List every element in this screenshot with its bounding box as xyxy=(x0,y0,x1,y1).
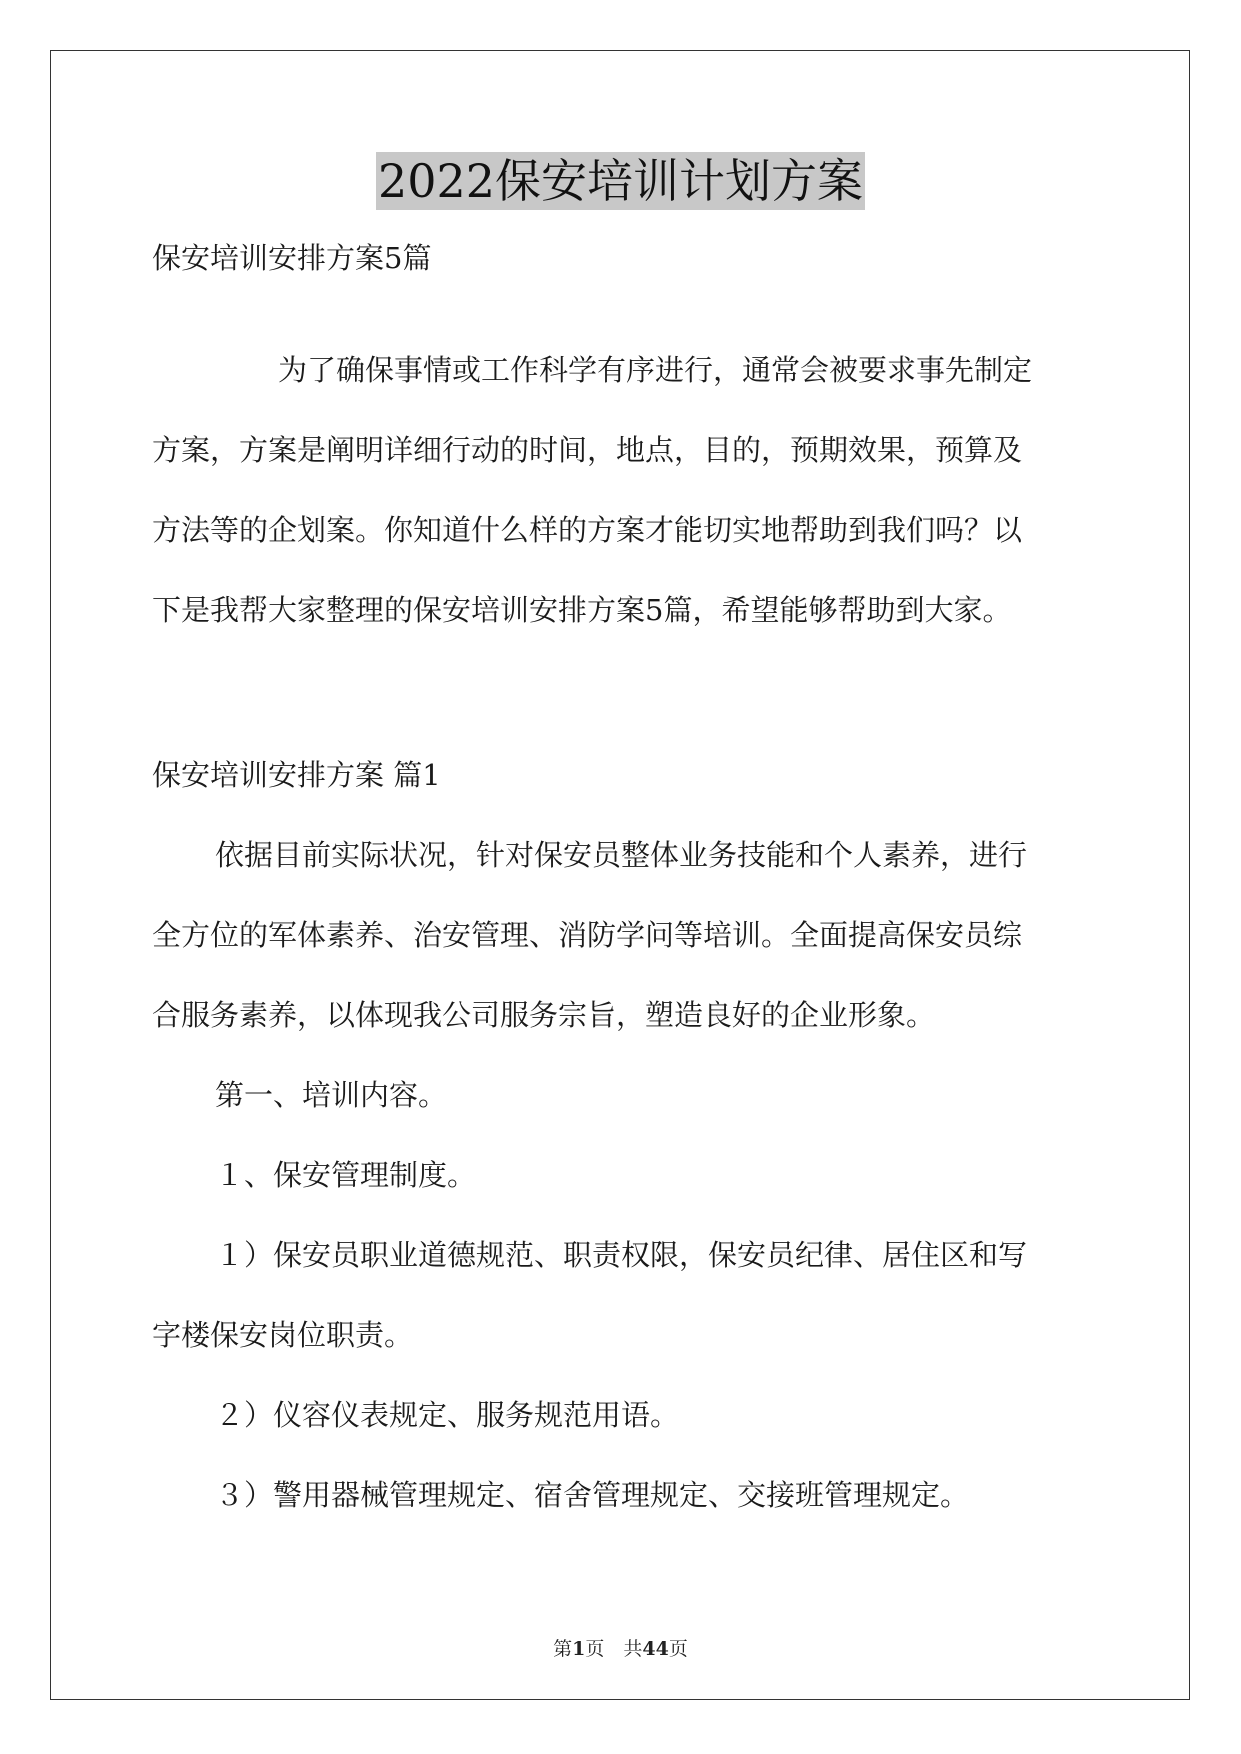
paragraph-line: 下是我帮大家整理的保安培训安排方案5篇，希望能够帮助到大家。 xyxy=(152,593,1012,627)
paragraph-line: 合服务素养，以体现我公司服务宗旨，塑造良好的企业形象。 xyxy=(152,998,936,1032)
paragraph-line: 为了确保事情或工作科学有序进行，通常会被要求事先制定 xyxy=(278,353,1033,387)
page-footer xyxy=(0,1634,1241,1661)
list-item: １）保安员职业道德规范、职责权限，保安员纪律、居住区和写 xyxy=(215,1238,1028,1272)
section-heading: 保安培训安排方案 篇1 xyxy=(152,758,441,792)
list-item: ２）仪容仪表规定、服务规范用语。 xyxy=(215,1398,680,1432)
footer-total-pages: 44 xyxy=(642,1638,669,1660)
footer-page-mid: 页 共 xyxy=(585,1638,643,1660)
footer-page-suffix: 页 xyxy=(668,1638,688,1660)
title-container xyxy=(0,152,1241,210)
footer-page-number: 1 xyxy=(572,1638,586,1660)
list-item-continuation: 字楼保安岗位职责。 xyxy=(152,1318,414,1352)
subtitle-line: 保安培训安排方案5篇 xyxy=(152,241,432,275)
list-item: ３）警用器械管理规定、宿舍管理规定、交接班管理规定。 xyxy=(215,1478,970,1512)
list-item: １、保安管理制度。 xyxy=(215,1158,477,1192)
paragraph-line: 全方位的军体素养、治安管理、消防学问等培训。全面提高保安员综 xyxy=(152,918,1023,952)
paragraph-line: 方法等的企划案。你知道什么样的方案才能切实地帮助到我们吗？以 xyxy=(152,513,1023,547)
list-heading: 第一、培训内容。 xyxy=(215,1078,448,1112)
paragraph-line: 依据目前实际状况，针对保安员整体业务技能和个人素养，进行 xyxy=(215,838,1028,872)
document-title: 2022保安培训计划方案 xyxy=(377,154,864,208)
footer-page-prefix: 第 xyxy=(553,1638,573,1660)
page-border xyxy=(50,50,1190,1700)
paragraph-line: 方案，方案是阐明详细行动的时间，地点，目的，预期效果，预算及 xyxy=(152,433,1023,467)
